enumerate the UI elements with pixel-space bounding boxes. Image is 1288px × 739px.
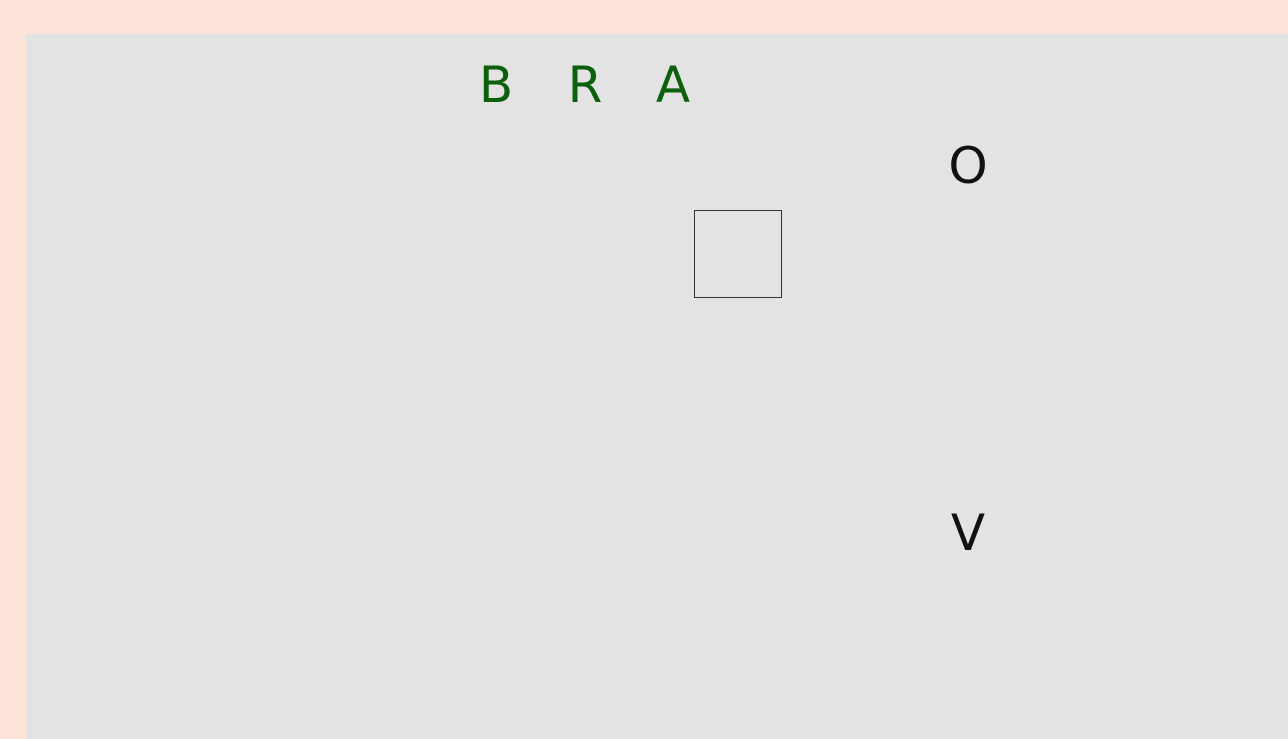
letter-a[interactable]: A (655, 56, 691, 114)
drawing-canvas (26, 34, 1288, 739)
letter-o[interactable]: O (948, 137, 988, 195)
letter-r[interactable]: R (567, 56, 603, 114)
empty-square-box[interactable] (694, 210, 782, 298)
letter-v[interactable]: V (950, 504, 986, 562)
letter-b[interactable]: B (478, 56, 514, 114)
